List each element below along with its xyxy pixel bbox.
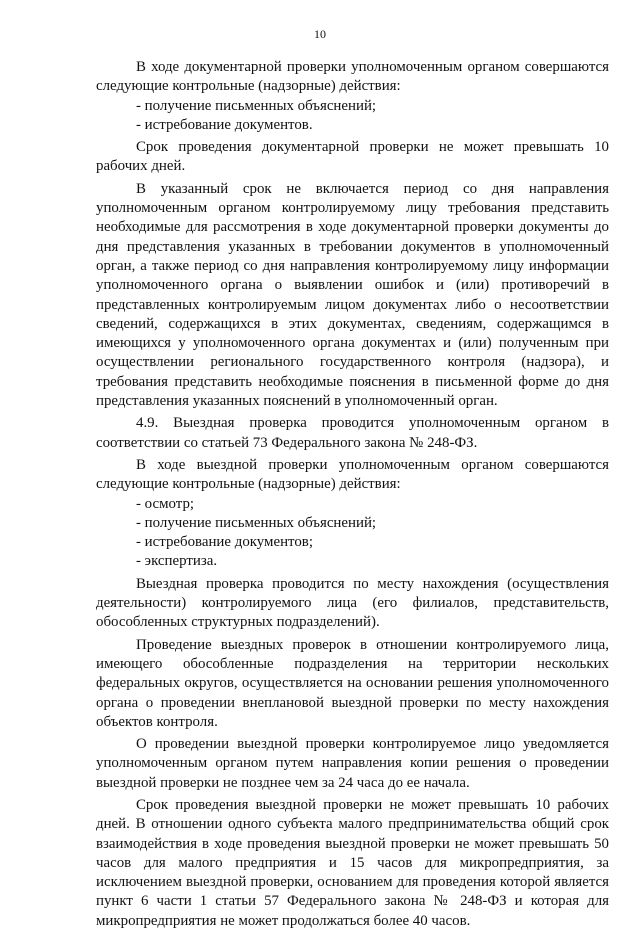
paragraph: Срок проведения выездной проверки не может превышать 10 рабочих дней. В отношении одного субъекта малого предпринимательства общий срок взаимодействия в ходе проведения выездной проверки не может превышать 50 часов для малого предприятия и 15 часов для микропредприятия, за исключением выездной проверки, основанием для проведения которой является пункт 6 части 1 статьи 57 Федерального закона № 248-ФЗ и которая для микропредприятия не может продолжаться более 40 часов. (96, 796, 609, 929)
list-item: - истребование документов. (136, 116, 313, 133)
list-item: - получение письменных объяснений; (136, 97, 377, 114)
paragraph: Срок проведения документарной проверки не может превышать 10 рабочих дней. (96, 139, 609, 175)
paragraph: В ходе выездной проверки уполномоченным органом совершаются следующие контрольные (надзорные) действия: (96, 456, 609, 493)
list-item: - получение письменных объяснений; (136, 514, 377, 531)
paragraph: В ходе документарной проверки уполномоченным органом совершаются следующие контрольные (надзорные) действия: (96, 59, 609, 95)
paragraph: О проведении выездной проверки контролируемое лицо уведомляется уполномоченным органом путем направления копии решения о проведении выездной проверки не позднее чем за 24 часа до ее начала. (96, 736, 609, 791)
paragraph: 4.9. Выездная проверка проводится уполномоченным органом в соответствии со статьей 73 Федерального закона № 248-ФЗ. (96, 415, 609, 451)
paragraph: В указанный срок не включается период со дня направления уполномоченным органом контролируемому лицу требования представить необходимые для рассмотрения в ходе документарной проверки документы до дня представления указанных в требовании документов в уполномоченный орган, а также период со дня направления контролируемому лицу информации уполномоченного органа о выявлении ошибок и (или) противоречий в представленных контролируемым лицом документах либо о несоответствии сведений, содержащихся в этих документах, сведениям, содержащимся в имеющихся у уполномоченного органа документах и (или) полученным при осуществлении регионального государственного контроля (надзора), и требования представить необходимые пояснения в письменной форме до дня представления указанных пояснений в уполномоченный орган. (96, 180, 609, 410)
paragraph: Выездная проверка проводится по месту нахождения (осуществления деятельности) контролируемого лица (его филиалов, представительств, обособленных структурных подразделений). (96, 575, 609, 631)
list-item: - экспертиза. (136, 553, 218, 570)
list-item: - истребование документов; (136, 534, 313, 551)
page-number: 10 (314, 27, 326, 41)
paragraph: Проведение выездных проверок в отношении контролируемого лица, имеющего обособленные подразделения на территории нескольких федеральных округов, осуществляется на основании решения уполномоченного органа о проведении внеплановой выездной проверки по месту нахождения объектов контроля. (96, 636, 609, 730)
list-item: - осмотр; (136, 495, 195, 512)
document-body (96, 58, 609, 931)
